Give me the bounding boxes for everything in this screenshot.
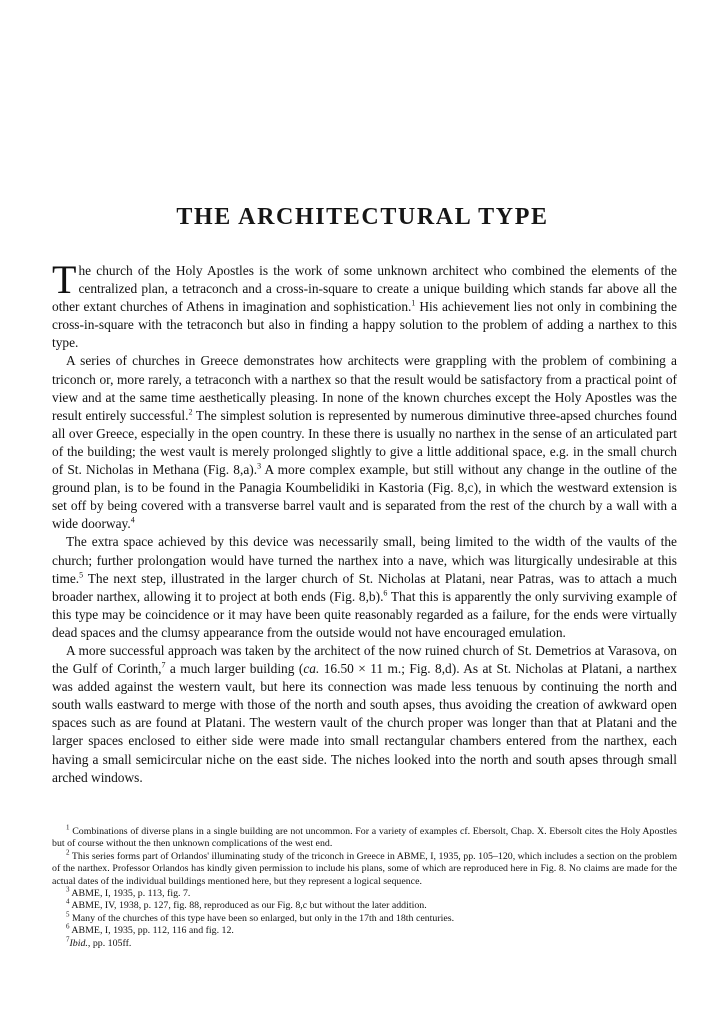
footnote-ref-3[interactable]: 3 — [257, 461, 262, 471]
footnote-7: $^7$Ibid., pp. 105ff. — [66, 935, 132, 949]
paragraph-2: A series of churches in Greece demonstrates how architects were grappling with the problem of combining a triconch or, more rarely, a tetraconch with a narthex so that the result would be satisfactory from a practical point of view and at the same time aesthetically pleasing. In none of the known churches except the Holy Apostles was the result entirely successful.$^2$ The simplest solution is represented by numerous diminutive three-apsed churches found all over Greece, especially in the open country. In these there is usually no narthex in the sense of an articulated part of the building; the west vault is merely prolonged slightly to give a little additional space, e.g. in the small church of St. Nicholas in Methana (Fig. 8,a).$^3$ A more complex example, but still without any change in the outline of the ground plan, is to be found in the Panagia Koumbelidiki in Kastoria (Fig. 8,c), in which the westward extension is set off by being covered with a transverse barrel vault and is separated from the rest of the church by a wall with a wide doorway.$^4$ — [52, 353, 677, 532]
footnote-ref-5[interactable]: 5 — [79, 570, 84, 580]
footnote-4: $^4$ ABME, IV, 1938, p. 127, fig. 88, reproduced as our Fig. 8,c but without the later addition. — [66, 898, 427, 912]
paragraph-4: A more successful approach was taken by the architect of the now ruined church of St. Demetrios at Varasova, on the Gulf of Corinth,$^7$ a much larger building (ca. 16.50 × 11 m.; Fig. 8,d). As at St. Nicholas at Platani, a narthex was added against the western vault, but here its connection was made less tenuous by continuing the north and south walls eastward to merge with those of the north and south apses, thus avoiding the creation of awkward open spaces such as are found at Platani. The western vault of the church proper was longer than that at Platani and the larger spaces enclosed to either side were made into small rectangular chambers entered from the narthex, each having a small semicircular niche on the east side. The niches looked into the north and south apses through small arched windows. — [52, 642, 677, 785]
footnote-ref-2[interactable]: 2 — [188, 407, 193, 417]
paragraph-1: The church of the Holy Apostles is the work of some unknown architect who combined the elements of the centralized plan, a tetraconch and a cross-in-square to create a unique building which stands far above all the other extant churches of Athens in imagination and sophistication.$^1$ His achievement lies not only in combining the cross-in-square with the tetraconch but also in finding a happy solution to the problem of adding a narthex to this type. — [52, 257, 678, 351]
page-title: THE ARCHITECTURAL TYPE — [176, 204, 549, 230]
footnote-ref-7[interactable]: 7 — [161, 660, 166, 670]
footnote-6: $^6$ ABME, I, 1935, pp. 112, 116 and fig. 12. — [66, 922, 234, 937]
main-text — [52, 257, 678, 787]
footnote-3: $^3$ ABME, I, 1935, p. 113, fig. 7. — [66, 885, 191, 900]
paragraph-3: The extra space achieved by this device was necessarily small, being limited to the width of the vaults of the church; further prolongation would have turned the narthex into a nave, which was liturgically undesirable at this time.$^5$ The next step, illustrated in the larger church of St. Nicholas at Platani, near Patras, was to attach a much broader narthex, allowing it to project at both ends (Fig. 8,b).$^6$ That this is apparently the only surviving example of this type may be coincidence or it may have been quite reasonably regarded as a failure, for the ends were virtually dead spaces and the clumsy appearance from the outside would not have encouraged emulation. — [52, 534, 677, 640]
footnote-ref-6[interactable]: 6 — [383, 588, 388, 598]
footnote-1: $^1$ Combinations of diverse plans in a single building are not uncommon. For a variety of examples cf. Ebersolt, Chap. X. Ebersolt cites the Holy Apostles but of course without the then unknown complications of the west end. — [52, 823, 677, 850]
footnotes — [52, 823, 677, 950]
drop-cap: T — [52, 257, 77, 302]
footnote-ref-4[interactable]: 4 — [130, 515, 135, 525]
footnote-5: $^5$ Many of the churches of this type have been so enlarged, but only in the 17th and 18th centuries. — [66, 910, 455, 924]
footnote-ref-1[interactable]: 1 — [411, 298, 416, 308]
footnote-2: $^2$ This series forms part of Orlandos' illuminating study of the triconch in Greece in ABME, I, 1935, pp. 105–120, which includes a section on the problem of the narthex. Professor Orlandos has kindly given permission to include his plans, some of which are reproduced here in Fig. 8. No claims are made for the actual dates of the individual buildings mentioned here, but they represent a logical sequence. — [52, 848, 677, 887]
